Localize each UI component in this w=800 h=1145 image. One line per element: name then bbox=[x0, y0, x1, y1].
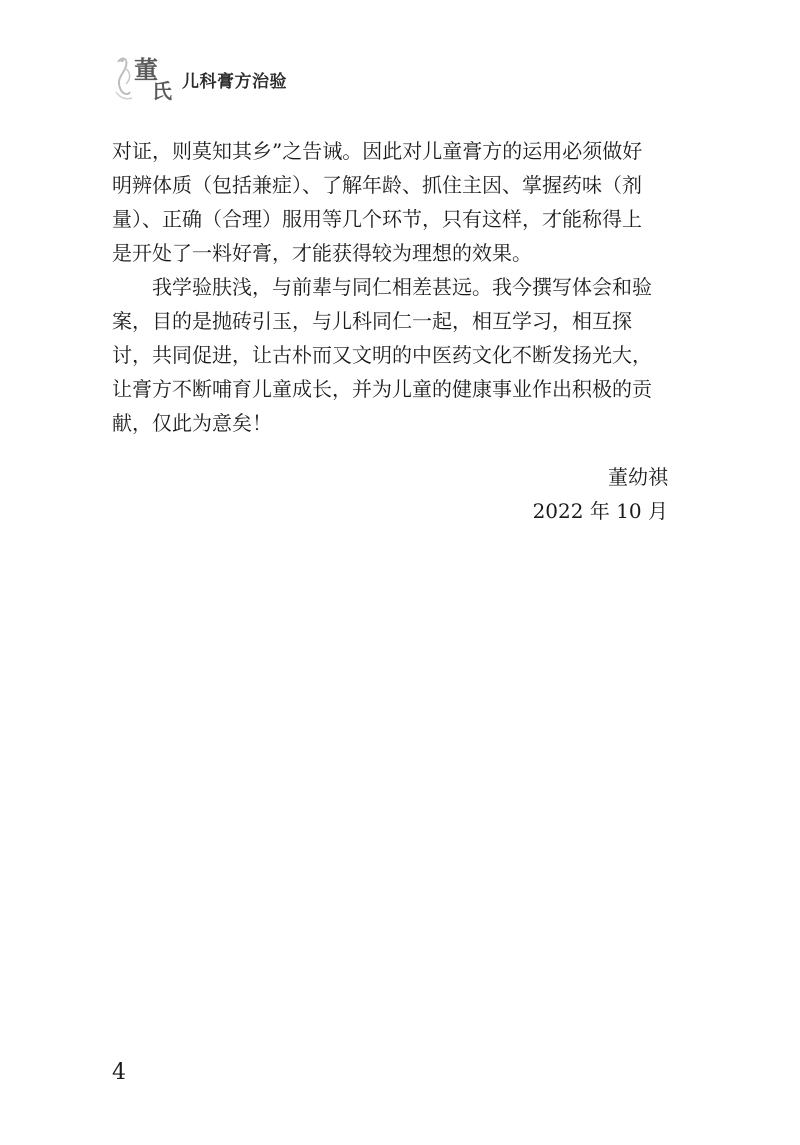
signature-block bbox=[533, 460, 668, 528]
text-line: 明辨体质（包括兼症）、了解年龄、抓住主因、掌握药味（剂 bbox=[112, 173, 642, 197]
page-number: 4 bbox=[112, 1060, 126, 1085]
text-line: 是开处了一料好膏，才能获得较为理想的效果。 bbox=[112, 241, 532, 265]
text-line: 量）、正确（合理）服用等几个环节，只有这样，才能称得上 bbox=[112, 207, 642, 231]
signature-date: 2022 年 10 月 bbox=[532, 499, 668, 523]
svg-text:董: 董 bbox=[134, 55, 158, 84]
author-name: 董幼祺 bbox=[608, 465, 668, 489]
svg-text:氏: 氏 bbox=[152, 79, 172, 103]
header-title: 儿科膏方治验 bbox=[182, 72, 287, 92]
running-header bbox=[112, 48, 372, 104]
text-line: 案，目的是抛砖引玉，与儿科同仁一起，相互学习，相互探 bbox=[112, 309, 632, 333]
calligraphy-logo bbox=[112, 48, 192, 104]
text-line: 对证，则莫知其乡”之告诫。因此对儿童膏方的运用必须做好 bbox=[112, 139, 643, 163]
text-line: 我学验肤浅，与前辈与同仁相差甚远。我今撰写体会和验 bbox=[152, 275, 652, 299]
text-line: 让膏方不断哺育儿童成长，并为儿童的健康事业作出积极的贡 bbox=[112, 377, 652, 401]
text-line: 献，仅此为意矣！ bbox=[112, 411, 272, 435]
body-text bbox=[112, 134, 668, 440]
text-line: 讨，共同促进，让古朴而又文明的中医药文化不断发扬光大， bbox=[112, 343, 652, 367]
